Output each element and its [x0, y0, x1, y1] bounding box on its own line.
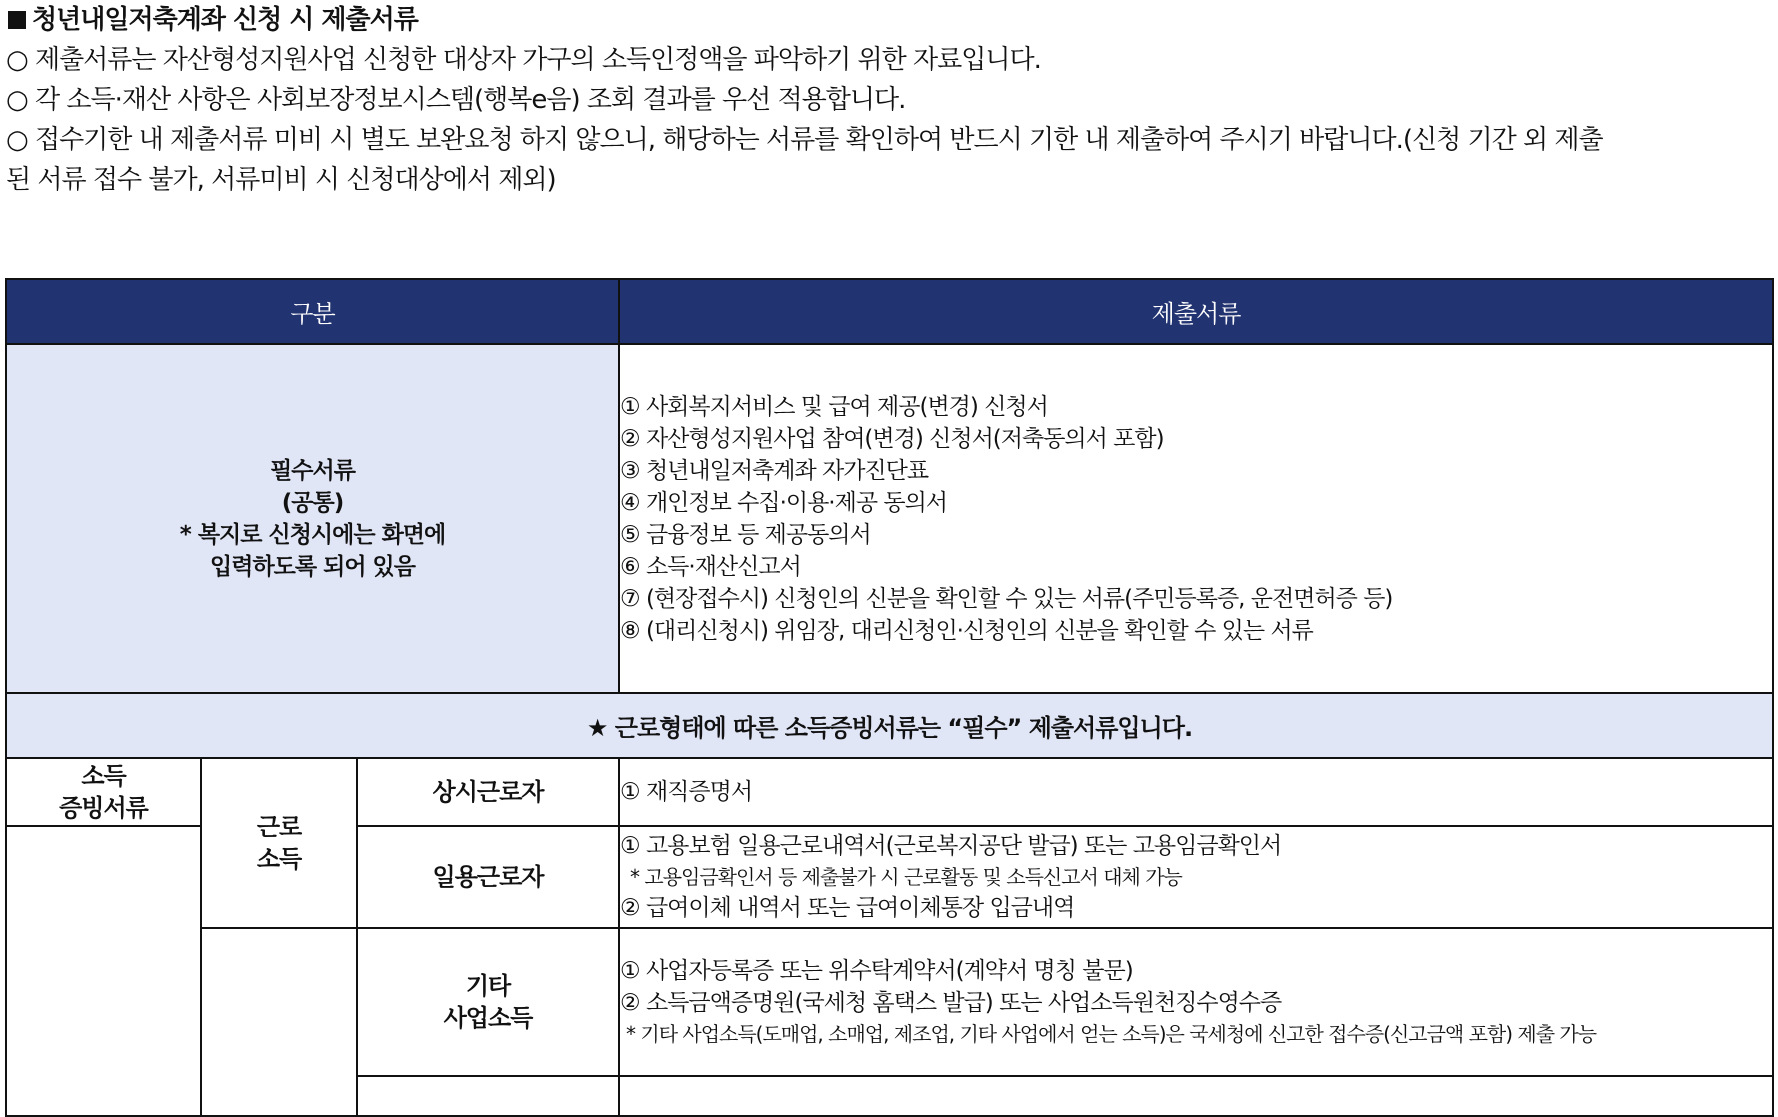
list-item: ① 고용보험 일용근로내역서(근로복지공단 발급) 또는 고용임금확인서 [620, 833, 1282, 859]
documents-table [5, 278, 1774, 1117]
list-item: ④ 개인정보 수집·이용·제공 동의서 [620, 489, 948, 516]
list-item: ① 사업자등록증 또는 위수탁계약서(계약서 명칭 불문) [620, 958, 1133, 984]
intro-section [6, 0, 1772, 200]
daily-worker-docs [619, 826, 1773, 928]
work-income-label: 근로 소득 [201, 758, 357, 928]
table-row [6, 758, 1773, 826]
income-proof-label: 소득 증빙서류 [6, 758, 201, 826]
table-row [6, 693, 1773, 758]
cut-off-cell [619, 1076, 1773, 1116]
list-item: ② 자산형성지원사업 참여(변경) 신청서(저축동의서 포함) [620, 425, 1164, 452]
table-row [6, 928, 1773, 1076]
intro-line-3: ○ 접수기한 내 제출서류 미비 시 별도 보완요청 하지 않으니, 해당하는 서류를 확인하여 반드시 기한 내 제출하여 주시기 바랍니다.(신청 기간 외 제출 [6, 125, 1603, 155]
income-proof-banner: ★ 근로형태에 따른 소득증빙서류는 “필수” 제출서류입니다. [6, 693, 1773, 758]
other-business-docs [619, 928, 1773, 1076]
regular-worker-label: 상시근로자 [357, 758, 619, 826]
square-bullet-icon [8, 11, 26, 29]
regular-worker-docs [619, 758, 1773, 826]
income-proof-blank [6, 826, 201, 1116]
list-item: ② 소득금액증명원(국세청 홈택스 발급) 또는 사업소득원천징수영수증 [620, 990, 1282, 1016]
table-row [6, 344, 1773, 693]
table-header-row [6, 279, 1773, 344]
required-docs-list [619, 344, 1773, 693]
intro-line-1: ○ 제출서류는 자산형성지원사업 신청한 대상자 가구의 소득인정액을 파악하기 위한 자료입니다. [6, 45, 1041, 75]
list-item: ③ 청년내일저축계좌 자가진단표 [620, 457, 929, 484]
list-item: ② 급여이체 내역서 또는 급여이체통장 입금내역 [620, 895, 1075, 921]
intro-line-4: 된 서류 접수 불가, 서류미비 시 신청대상에서 제외) [6, 165, 556, 195]
business-income-group [201, 928, 357, 1116]
list-note: * 고용임금확인서 등 제출불가 시 근로활동 및 소득신고서 대체 가능 [630, 865, 1182, 889]
daily-worker-label: 일용근로자 [357, 826, 619, 928]
required-category: 필수서류 (공통) * 복지로 신청시에는 화면에 입력하도록 되어 있음 [6, 344, 619, 693]
cut-off-cell [357, 1076, 619, 1116]
list-item: ⑥ 소득·재산신고서 [620, 553, 801, 580]
list-item: ⑧ (대리신청시) 위임장, 대리신청인·신청인의 신분을 확인할 수 있는 서류 [620, 617, 1313, 644]
section-title: 청년내일저축계좌 신청 시 제출서류 [6, 0, 1772, 40]
list-item: ⑤ 금융정보 등 제공동의서 [620, 521, 871, 548]
list-note: * 기타 사업소득(도매업, 소매업, 제조업, 기타 사업에서 얻는 소득)은 국세청에 신고한 접수증(신고금액 포함) 제출 가능 [626, 1022, 1597, 1046]
header-documents: 제출서류 [619, 279, 1773, 344]
list-item: ① 사회복지서비스 및 급여 제공(변경) 신청서 [620, 393, 1048, 420]
header-category: 구분 [6, 279, 619, 344]
intro-line-2: ○ 각 소득·재산 사항은 사회보장정보시스템(행복e음) 조회 결과를 우선 적용합니다. [6, 85, 906, 115]
list-item: ① 재직증명서 [620, 779, 753, 805]
other-business-label: 기타 사업소득 [357, 928, 619, 1076]
list-item: ⑦ (현장접수시) 신청인의 신분을 확인할 수 있는 서류(주민등록증, 운전면허증 등) [620, 585, 1393, 612]
